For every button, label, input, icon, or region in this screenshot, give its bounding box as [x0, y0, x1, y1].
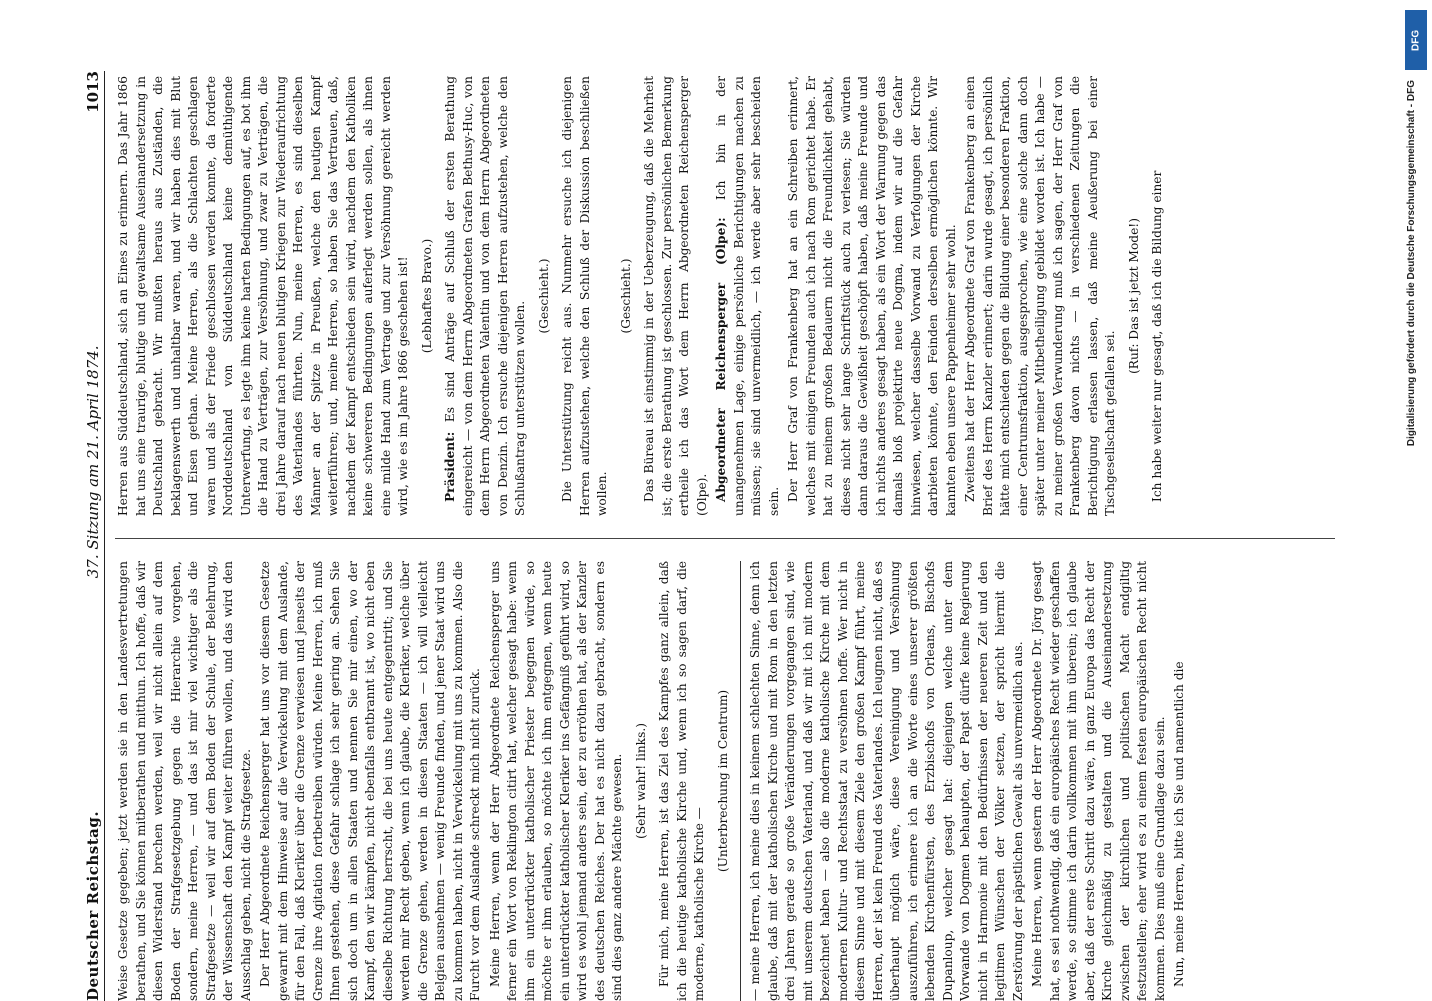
paragraph: Meine Herren, wenn der Herr Abgeordnete Reichensperger uns ferner ein Wort von Reklington citirt hat, welcher gesagt habe: wenn ihm ein unterdrückter katholischer Priester begegnen würde, so möchte er ihm erlauben, so möchte ich ihm entgegnen, wenn heute ein unterdrückter katholischer Kleriker ins Gefängniß geführt wird, so wird es wohl jemand anders sein, der zu erröthen hat, als der Kanzler des deutschen Reiches. Der hat es nicht dazu gebracht, sondern es sind dies ganz andere Mächte gewesen.	[487, 561, 624, 1001]
digitization-credit: Digitalisierung gefördert durch die Deutsche Forschungsgemeinschaft - DFG	[1406, 80, 1417, 447]
paragraph: Zweitens hat der Herr Abgeordnete Graf von Frankenberg an einen Brief des Herrn Kanzler erinnert; darin wurde gesagt, ich persönlich hätte mich entschieden gegen die Bildung einer besonderen Fraktion, einer Centrumsfraktion, ausgesprochen, wie eine solche dann doch später unter meiner Mitbetheiligung gebildet worden ist. Ich habe — zu meiner großen Verwunderung muß ich sagen, der Herr Graf von Frankenberg davon nichts — in verschiedenen Zeitungen die Berichtigung erlassen lassen, daß meine Aeußerung bei einer Tischgesellschaft gefallen sei.	[963, 76, 1117, 516]
session-heading: 37. Sitzung am 21. April 1874.	[84, 345, 102, 579]
paragraph: Die Unterstützung reicht aus. Nunmehr ersuche ich diejenigen Herren aufzustehen, welche den Schluß der Diskussion beschließen wollen.	[560, 76, 609, 516]
rotated-page	[71, 71, 1361, 1001]
section-rule	[740, 561, 741, 1001]
interjection: (Geschieht.)	[618, 258, 633, 334]
dfg-logo: DFG	[1405, 10, 1427, 70]
page-number: 1013	[84, 71, 102, 113]
paragraph: Herren aus Süddeutschland, sich an Eines zu erinnern. Das Jahr 1866 hat uns eine traurige, blutige und gewaltsame Auseinandersetzung in Deutschland gebracht. Wir mußten heraus aus Zuständen, die beklagenswerth und unhaltbar waren, und wir haben dies mit Blut und Eisen gethan. Meine Herren, als die Schlachten geschlagen waren und als der Friede geschlossen werden konnte, da forderte Norddeutschland von Süddeutschland keine demüthigende Unterwerfung, es legte ihm keine harten Bedingungen auf, es bot ihm die Hand zu Verträgen, zur Versöhnung, und zwar zu Verträgen, die drei Jahre darauf nach neuen blutigen Kriegen zur Wiederaufrichtung des Vaterlandes führten. Nun, meine Herren, es sind dieselben Männer an der Spitze in Preußen, welche den heutigen Kampf weiterführen; und, meine Herren, so haben Sie das Vertrauen, daß, nachdem der Kampf entschieden sein wird, nachdem den Katholiken keine schwereren Bedingungen auferlegt werden sollen, als ihnen eine milde Hand zum Vertrage und zur Versöhnung gereicht werden wird, wie es im Jahre 1866 geschehen ist!	[116, 76, 410, 516]
speaker-name: Abgeordneter Reichensperger (Olpe):	[714, 217, 728, 502]
column-divider	[115, 538, 1335, 539]
paragraph: Das Büreau ist einstimmig in der Ueberzeugung, daß die Mehrheit ist; die erste Berathung ist geschlossen. Zur persönlichen Bemerkung ertheile ich das Wort dem Herrn Abgeordneten Reichensperger (Olpe).	[642, 76, 709, 516]
paragraph: Meine Herren, wenn gestern der Herr Abgeordnete Dr. Jörg gesagt hat, es sei nothwendig, daß ein europäisches Recht wieder geschaffen werde, so stimme ich darin vollkommen mit ihm überein; ich glaube aber, daß der erste Schritt dazu wäre, in ganz Europa das Recht der Kirche gleichmäßig zu gestalten und die Auseinandersetzung zwischen der kirchlichen und politischen Macht endgiltig festzustellen; eher wird es zu einem festen europäischen Recht nicht kommen. Dies muß eine Grundlage dazu sein.	[1030, 561, 1167, 1001]
paragraph: Weise Gesetze gegeben; jetzt werden sie in den Landesvertretungen berathen, und Sie können mitberathen und mitthun. Ich hoffe, daß wir diesen Widerstand brechen werden, weil wir nicht allein auf dem Boden der Strafgesetzgebung gegen die Hierarchie vorgehen, sondern, meine Herren, — und das ist mir viel wichtiger als die Strafgesetze — weil wir auf dem Boden der Schule, der Belehrung, der Wissenschaft den Kampf weiter führen wollen, und das wird den Ausschlag geben, nicht die Strafgesetze.	[116, 561, 253, 1001]
paragraph: Für mich, meine Herren, ist das Ziel des Kampfes ganz allein, daß ich die heutige katholische Kirche und, wenn ich so sagen darf, die moderne, katholische Kirche —	[657, 561, 706, 1001]
right-text-column	[115, 76, 1169, 516]
page-header	[71, 71, 105, 1001]
paragraph: Der Herr Abgeordnete Reichensperger hat uns vor diesem Gesetze gewarnt mit dem Hinweise auf die Verwickelung mit dem Auslande, für den Fall, daß Kleriker über die Grenze verwiesen und jenseits der Grenze ihre Agitation fortbetreiben würden. Meine Herren, ich muß Ihnen gestehen, diese Gefahr schlage ich sehr gering an. Sehen Sie sich doch um in allen Staaten und nennen Sie mir einen, wo der Kampf, den wir kämpfen, nicht ebenfalls entbrannt ist, wo nicht eben dieselbe Richtung herrscht, die bei uns heute entgegentritt; und Sie werden mir Recht geben, wenn ich glaube, die Kleriker, welche über die Grenze gehen, werden in diesen Staaten — ich will vielleicht Belgien ausnehmen — wenig Freunde finden, und jener Staat wird uns zu kommen haben, nicht in Verwickelung mit uns zu kommen. Also die Furcht vor dem Auslande schreckt mich nicht zurück.	[258, 561, 482, 1001]
paragraph: Ich habe weiter nur gesagt, daß ich die Bildung einer	[1150, 170, 1164, 502]
paragraph: Präsident: Es sind Anträge auf Schluß der ersten Berathung eingereicht — von dem Herrn Abgeordneten Grafen Bethusy-Huc, von dem Herrn Abgeordneten Valentin und von dem Herrn Abgeordneten von Denzin. Ich ersuche diejenigen Herren aufzustehen, welche den Schlußantrag unterstützen wollen.	[443, 76, 527, 516]
interjection: (Ruf: Das ist jetzt Mode!)	[1126, 218, 1141, 374]
paragraph: — meine Herren, ich meine dies in keinem schlechten Sinne, denn ich glaube, daß mit der katholischen Kirche und mit Rom in den letzten drei Jahren gerade so große Veränderungen vorgegangen sind, wie mit unserem deutschen Vaterland, und daß wir mit ich mit modern bezeichnet haben — also die moderne katholische Kirche mit dem modernen Kultur- und Rechtsstaat zu versöhnen hoffe. Wer nicht in diesem Sinne und mit diesem Ziele den großen Kampf führt, meine Herren, der ist kein Freund des Vaterlandes. Ich leugnen nicht, daß es überhaupt möglich wäre, diese Vereinigung und Versöhnung auszuführen, ich erinnere ich an die Worte eines unserer größten lebenden Kirchenfürsten, des Erzbischofs von Orleans, Bischofs Dupanloup, welcher gesagt hat: diejenigen welche unter dem Vorwande von Dogmen behaupten, der Papst dürfe keine Regierung nicht in Harmonie mit den Bedürfnissen der neueren Zeit und den legitimen Wünschen der Völker setzen, der spricht hiermit die Zerstörung der päpstlichen Gewalt als unvermeidlich aus.	[748, 561, 1025, 1001]
interjection: (Unterbrechung im Centrum)	[715, 689, 730, 873]
interjection: (Lebhaftes Bravo.)	[419, 238, 434, 354]
interjection: (Sehr wahr! links.)	[633, 723, 648, 839]
dfg-sidebar	[1402, 0, 1430, 1000]
paragraph: Abgeordneter Reichensperger (Olpe): Ich bin in der unangenehmen Lage, einige persönliche Berichtigungen machen zu müssen; sie sind unvermeidlich, — ich werde aber sehr bescheiden sein.	[714, 76, 781, 516]
interjection: (Geschieht.)	[536, 258, 551, 334]
speaker-name: Präsident:	[443, 431, 457, 502]
paragraph: Nun, meine Herren, bitte ich Sie und namentlich die	[1172, 661, 1186, 987]
paragraph: Der Herr Graf von Frankenberg hat an ein Schreiben erinnert, welches mit einigen Freunden auch ich nach Rom gerichtet habe. Er hat zu meinem großen Bedauern nicht die Freundlichkeit gehabt, dieses nicht sehr lange Schriftstück auch zu verlesen; Sie würden dann daraus die Gewißheit geschöpft haben, daß meine Freunde und ich nichts anderes gesagt haben, als ein Wort der Warnung gegen das damals bloß projektirte neue Dogma, indem wir auf die Gefahr hinwiesen, welcher dasselbe Vorwand zu Verfolgungen der Kirche darbieten könnte, den Feinden derselben ermöglichen könnte. Wir kannten eben unsere Pappenheimer sehr wohl.	[786, 76, 958, 516]
publication-title: Deutscher Reichstag.	[84, 810, 102, 1001]
left-text-column	[115, 561, 1191, 1001]
